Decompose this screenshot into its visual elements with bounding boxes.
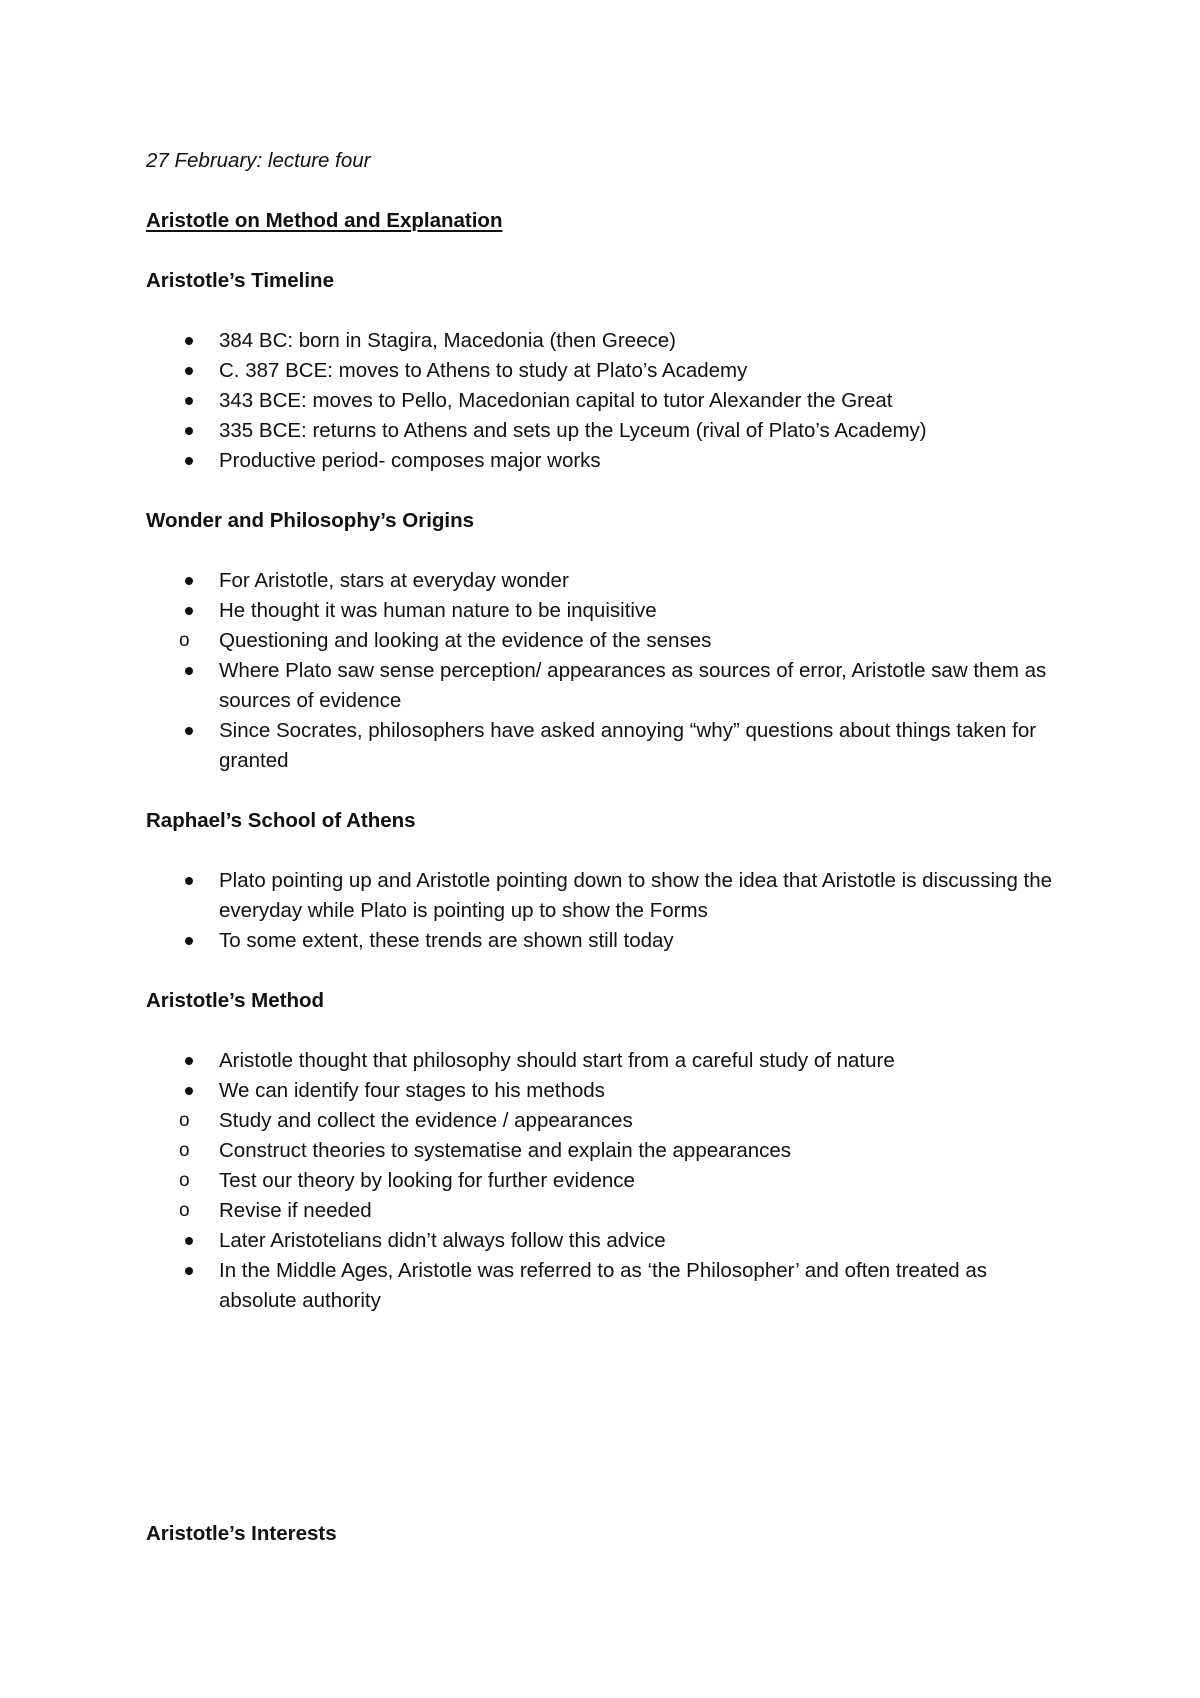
sub-list-item-text: Test our theory by looking for further evidence bbox=[219, 1169, 635, 1192]
list-item bbox=[146, 656, 1056, 716]
sub-list-item bbox=[179, 1106, 1056, 1136]
bullet-dot-icon bbox=[185, 1057, 193, 1065]
section bbox=[146, 266, 1056, 476]
bullet-dot-icon bbox=[185, 457, 193, 465]
list-item bbox=[146, 446, 1056, 476]
section-heading: Aristotle’s Method bbox=[146, 989, 325, 1012]
hollow-circle-icon: o bbox=[179, 630, 190, 651]
list-item-text: To some extent, these trends are shown still today bbox=[219, 929, 674, 952]
section-heading: Aristotle’s Timeline bbox=[146, 269, 334, 292]
list-item-text: We can identify four stages to his methods bbox=[219, 1079, 605, 1102]
bullet-list bbox=[146, 1046, 1056, 1316]
sub-list-item-text: Study and collect the evidence / appearances bbox=[219, 1109, 633, 1132]
document-title: Aristotle on Method and Explanation bbox=[146, 209, 503, 232]
list-item-text: Plato pointing up and Aristotle pointing down to show the idea that Aristotle is discussing the everyday while Plato is pointing up to show the Forms bbox=[219, 869, 1053, 922]
list-item-text: Since Socrates, philosophers have asked annoying “why” questions about things taken for granted bbox=[219, 719, 1037, 772]
list-item bbox=[146, 926, 1056, 956]
section bbox=[146, 506, 1056, 776]
section-heading-interests: Aristotle’s Interests bbox=[146, 1522, 337, 1545]
list-item bbox=[146, 326, 1056, 356]
bullet-dot-icon bbox=[185, 367, 193, 375]
hollow-circle-icon: o bbox=[179, 1110, 190, 1131]
list-item bbox=[146, 1256, 1056, 1316]
bullet-dot-icon bbox=[185, 727, 193, 735]
hollow-circle-icon: o bbox=[179, 1140, 190, 1161]
list-item-text: 343 BCE: moves to Pello, Macedonian capital to tutor Alexander the Great bbox=[219, 389, 893, 412]
bullet-dot-icon bbox=[185, 937, 193, 945]
list-item-text: Aristotle thought that philosophy should start from a careful study of nature bbox=[219, 1049, 895, 1072]
bullet-list bbox=[146, 326, 1056, 476]
hollow-circle-icon: o bbox=[179, 1200, 190, 1221]
list-item-text: C. 387 BCE: moves to Athens to study at Plato’s Academy bbox=[219, 359, 748, 382]
list-item-text: Later Aristotelians didn’t always follow this advice bbox=[219, 1229, 666, 1252]
list-item bbox=[146, 1076, 1056, 1226]
date-line: 27 February: lecture four bbox=[146, 149, 371, 172]
bullet-dot-icon bbox=[185, 577, 193, 585]
sub-list-item-text: Questioning and looking at the evidence of the senses bbox=[219, 629, 712, 652]
list-item bbox=[146, 1046, 1056, 1076]
sub-bullet-list bbox=[179, 1106, 1056, 1226]
sub-bullet-list bbox=[179, 626, 1056, 656]
list-item-text: In the Middle Ages, Aristotle was referred to as ‘the Philosopher’ and often treated as absolute authority bbox=[219, 1259, 988, 1312]
bullet-dot-icon bbox=[185, 607, 193, 615]
list-item bbox=[146, 1226, 1056, 1256]
bullet-dot-icon bbox=[185, 427, 193, 435]
bullet-dot-icon bbox=[185, 1087, 193, 1095]
list-item bbox=[146, 716, 1056, 776]
list-item bbox=[146, 416, 1056, 446]
sub-list-item bbox=[179, 626, 1056, 656]
list-item-text: 384 BC: born in Stagira, Macedonia (then Greece) bbox=[219, 329, 676, 352]
list-item-text: He thought it was human nature to be inquisitive bbox=[219, 599, 657, 622]
bullet-dot-icon bbox=[185, 667, 193, 675]
bullet-dot-icon bbox=[185, 397, 193, 405]
list-item-text: Where Plato saw sense perception/ appearances as sources of error, Aristotle saw them as sources of evidence bbox=[219, 659, 1047, 712]
sub-list-item bbox=[179, 1196, 1056, 1226]
bullet-dot-icon bbox=[185, 337, 193, 345]
bullet-dot-icon bbox=[185, 1267, 193, 1275]
list-item-text: 335 BCE: returns to Athens and sets up the Lyceum (rival of Plato’s Academy) bbox=[219, 419, 927, 442]
sections-container bbox=[146, 266, 1056, 1316]
section bbox=[146, 986, 1056, 1316]
list-item bbox=[146, 356, 1056, 386]
list-item bbox=[146, 596, 1056, 656]
list-item bbox=[146, 566, 1056, 596]
sub-list-item bbox=[179, 1166, 1056, 1196]
bullet-dot-icon bbox=[185, 1237, 193, 1245]
list-item-text: Productive period- composes major works bbox=[219, 449, 601, 472]
sub-list-item bbox=[179, 1136, 1056, 1166]
document-body bbox=[146, 146, 1056, 1316]
bullet-dot-icon bbox=[185, 877, 193, 885]
section-heading: Raphael’s School of Athens bbox=[146, 809, 416, 832]
list-item bbox=[146, 866, 1056, 926]
list-item-text: For Aristotle, stars at everyday wonder bbox=[219, 569, 569, 592]
sub-list-item-text: Revise if needed bbox=[219, 1199, 372, 1222]
bullet-list bbox=[146, 866, 1056, 956]
list-item bbox=[146, 386, 1056, 416]
hollow-circle-icon: o bbox=[179, 1170, 190, 1191]
section bbox=[146, 806, 1056, 956]
bullet-list bbox=[146, 566, 1056, 776]
sub-list-item-text: Construct theories to systematise and explain the appearances bbox=[219, 1139, 792, 1162]
section-heading: Wonder and Philosophy’s Origins bbox=[146, 509, 475, 532]
